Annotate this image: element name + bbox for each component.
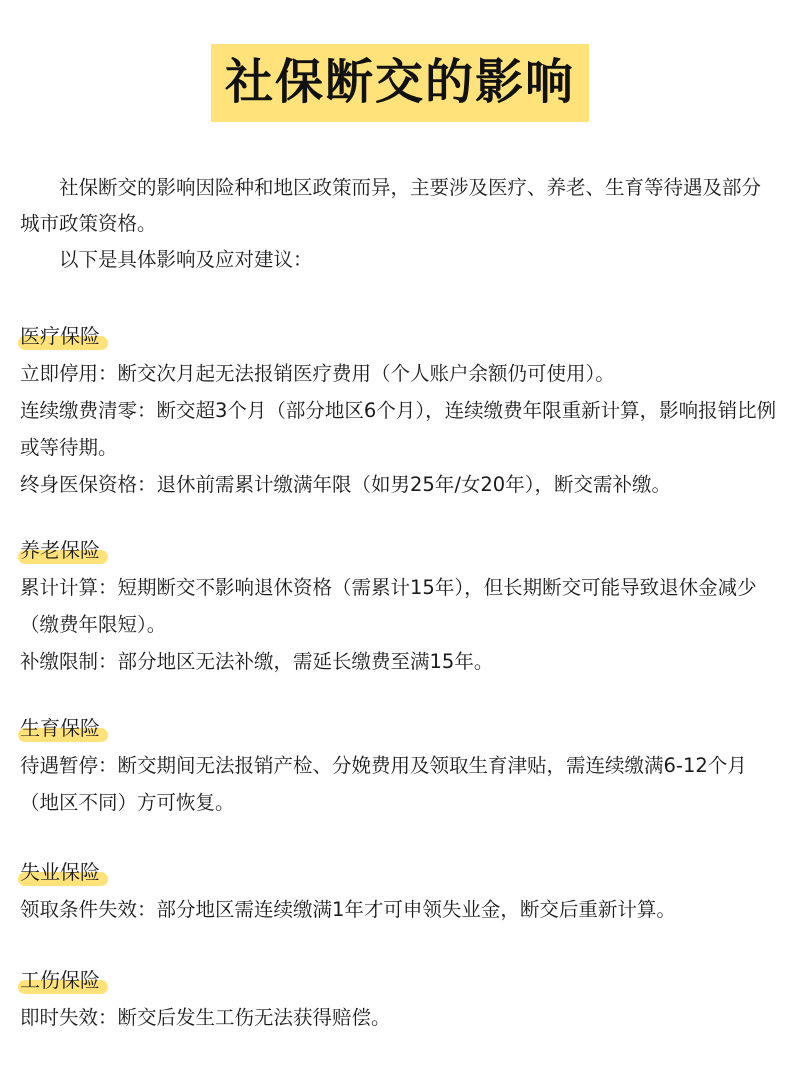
page-title: 社保断交的影响 bbox=[211, 44, 589, 122]
title-wrap bbox=[0, 44, 800, 122]
list-item: 补缴限制：部分地区无法补缴，需延长缴费至满15年。 bbox=[20, 650, 494, 673]
section-heading-text: 生育保险 bbox=[20, 716, 100, 740]
intro-paragraph: 以下是具体影响及应对建议： bbox=[59, 248, 313, 271]
section-heading bbox=[20, 855, 100, 889]
section-heading bbox=[20, 963, 100, 997]
list-item: 待遇暂停：断交期间无法报销产检、分娩费用及领取生育津贴，需连续缴满6-12个月（地区不同）方可恢复。 bbox=[20, 754, 747, 814]
intro-paragraph: 社保断交的影响因险种和地区政策而异，主要涉及医疗、养老、生育等待遇及部分城市政策资格。 bbox=[20, 176, 762, 235]
intro bbox=[20, 170, 780, 278]
list-item: 累计计算：短期断交不影响退休资格（需累计15年），但长期断交可能导致退休金减少（缴费年限短）。 bbox=[20, 576, 757, 636]
section-maternity-insurance bbox=[20, 710, 780, 821]
section-heading bbox=[20, 319, 100, 353]
section-heading-text: 养老保险 bbox=[20, 538, 100, 562]
list-item: 立即停用：断交次月起无法报销医疗费用（个人账户余额仍可使用）。 bbox=[20, 362, 615, 385]
section-pension-insurance bbox=[20, 532, 780, 680]
section-work-injury-insurance bbox=[20, 962, 780, 1036]
section-heading bbox=[20, 533, 100, 567]
section-unemployment-insurance bbox=[20, 854, 780, 928]
section-medical-insurance bbox=[20, 318, 780, 503]
list-item: 即时失效：断交后发生工伤无法获得赔偿。 bbox=[20, 1006, 391, 1029]
section-heading-text: 工伤保险 bbox=[20, 968, 100, 992]
list-item: 连续缴费清零：断交超3个月（部分地区6个月），连续缴费年限重新计算，影响报销比例或等待期。 bbox=[20, 399, 777, 459]
section-heading-text: 失业保险 bbox=[20, 860, 100, 884]
list-item: 终身医保资格：退休前需累计缴满年限（如男25年/女20年），断交需补缴。 bbox=[20, 473, 671, 496]
section-heading bbox=[20, 711, 100, 745]
list-item: 领取条件失效：部分地区需连续缴满1年才可申领失业金，断交后重新计算。 bbox=[20, 898, 676, 921]
section-heading-text: 医疗保险 bbox=[20, 324, 100, 348]
